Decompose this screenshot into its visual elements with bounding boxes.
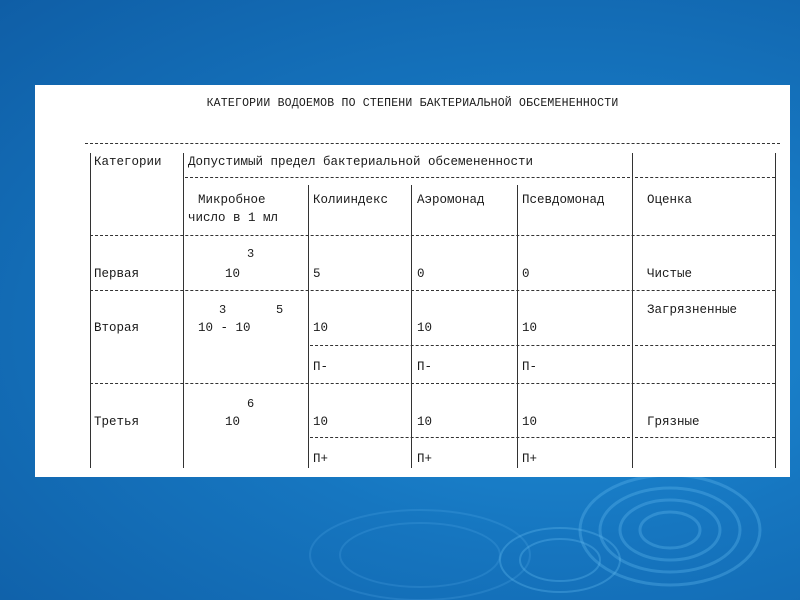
col-rule-right xyxy=(775,153,776,468)
third-pseudomonad: 10 xyxy=(522,415,538,429)
header-pseudomonad: Псевдомонад xyxy=(522,193,605,207)
second-coliindex: 10 xyxy=(313,321,329,335)
first-microbial: 10 xyxy=(225,267,241,281)
header-microbial-2: число в 1 мл xyxy=(188,211,279,225)
first-aeromonad: 0 xyxy=(417,267,425,281)
col-rule-1 xyxy=(183,153,184,468)
header-aeromonad: Аэромонад xyxy=(417,193,485,207)
first-assessment: Чистые xyxy=(647,267,693,281)
col-rule-3 xyxy=(411,185,412,468)
col-rule-4 xyxy=(517,185,518,468)
third-aero-sub: П+ xyxy=(417,452,433,466)
second-microbial: 10 - 10 xyxy=(198,321,251,335)
third-pseudo-sub: П+ xyxy=(522,452,538,466)
col-rule-left xyxy=(90,153,91,468)
third-assessment: Грязные xyxy=(647,415,700,429)
first-pseudomonad: 0 xyxy=(522,267,530,281)
second-coli-sub: П- xyxy=(313,360,329,374)
rule-third-sub xyxy=(310,437,630,438)
rule-top xyxy=(85,143,780,144)
third-coliindex: 10 xyxy=(313,415,329,429)
header-assessment: Оценка xyxy=(647,193,693,207)
second-pseudo-sub: П- xyxy=(522,360,538,374)
rule-second-assess xyxy=(635,345,775,346)
rule-second-sub xyxy=(310,345,630,346)
col-rule-2 xyxy=(308,185,309,468)
rule-header-assess xyxy=(635,177,775,178)
second-aero-sub: П- xyxy=(417,360,433,374)
header-limit: Допустимый предел бактериальной обсемененности xyxy=(188,155,534,169)
rule-header-mid xyxy=(185,177,630,178)
rule-second-bottom xyxy=(90,383,775,384)
document-panel xyxy=(35,85,790,477)
rule-header-bottom xyxy=(90,235,775,236)
second-pseudomonad: 10 xyxy=(522,321,538,335)
rule-first-bottom xyxy=(90,290,775,291)
third-coli-sub: П+ xyxy=(313,452,329,466)
second-name: Вторая xyxy=(94,321,140,335)
header-categories: Категории xyxy=(94,155,162,169)
third-microbial: 10 xyxy=(225,415,241,429)
third-name: Третья xyxy=(94,415,140,429)
rule-third-assess xyxy=(635,437,775,438)
table-title: КАТЕГОРИИ ВОДОЕМОВ ПО СТЕПЕНИ БАКТЕРИАЛЬНОЙ ОБСЕМЕНЕННОСТИ xyxy=(206,97,619,110)
second-assessment: Загрязненные xyxy=(647,303,738,317)
first-coliindex: 5 xyxy=(313,267,321,281)
first-microbial-exp: 3 xyxy=(247,247,255,261)
header-coliindex: Колииндекс xyxy=(313,193,389,207)
second-microbial-exp-a: 3 xyxy=(219,303,227,317)
third-aeromonad: 10 xyxy=(417,415,433,429)
third-microbial-exp: 6 xyxy=(247,397,255,411)
header-microbial-1: Микробное xyxy=(198,193,266,207)
col-rule-5 xyxy=(632,153,633,468)
second-microbial-exp-b: 5 xyxy=(276,303,284,317)
first-name: Первая xyxy=(94,267,140,281)
second-aeromonad: 10 xyxy=(417,321,433,335)
